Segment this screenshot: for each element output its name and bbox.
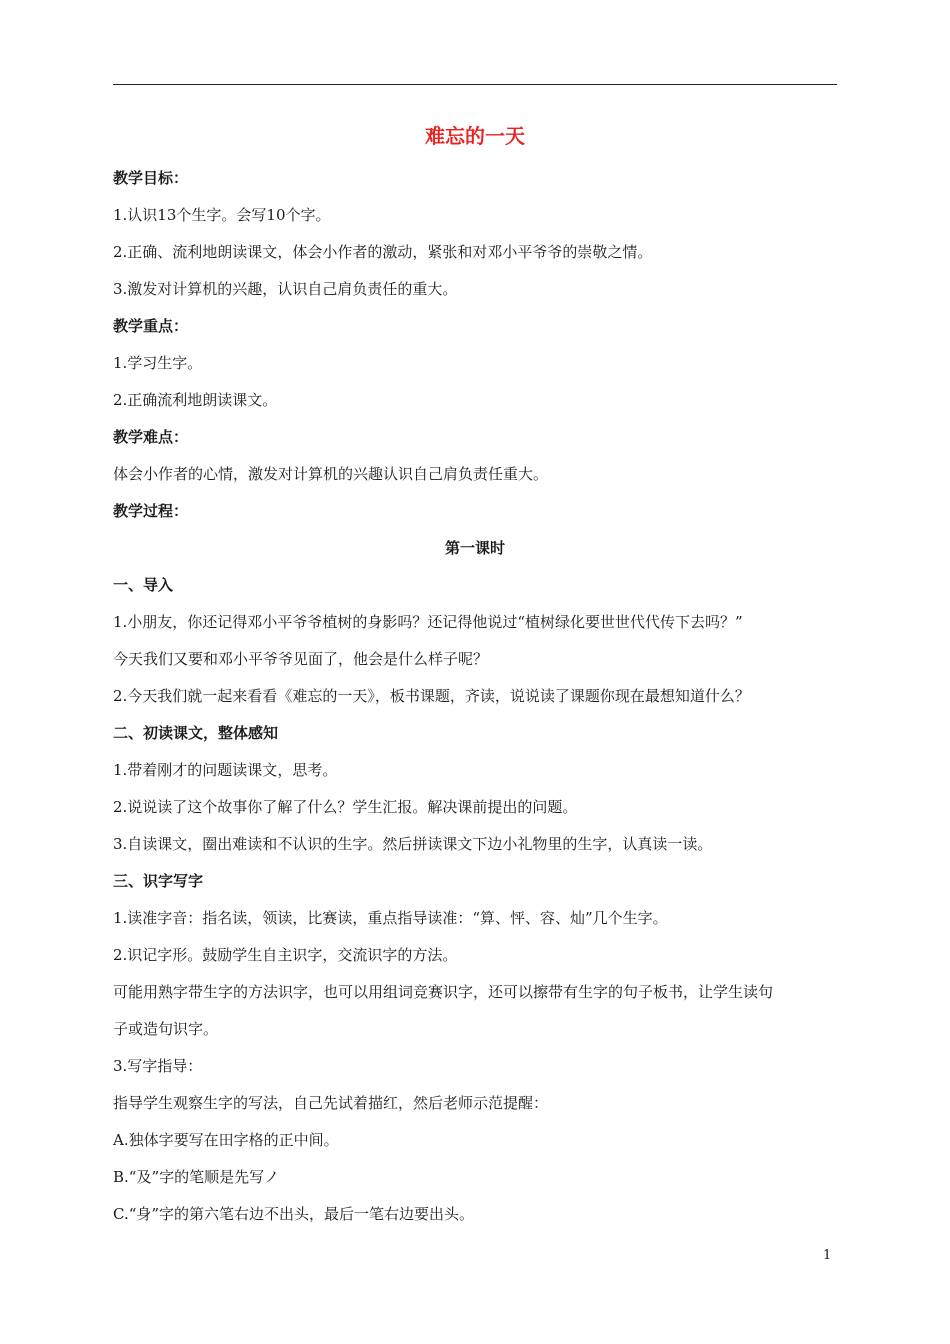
paragraph: 3.激发对计算机的兴趣，认识自己肩负责任的重大。 bbox=[113, 280, 458, 298]
paragraph: 2.说说读了这个故事你了解了什么？学生汇报。解决课前提出的问题。 bbox=[113, 798, 578, 816]
document-title: 难忘的一天 bbox=[425, 124, 525, 148]
paragraph: C.“身”字的第六笔右边不出头，最后一笔右边要出头。 bbox=[113, 1205, 475, 1223]
paragraph: 子或造句识字。 bbox=[113, 1020, 219, 1038]
paragraph: 1.读准字音：指名读，领读，比赛读，重点指导读准：“算、怦、容、灿”几个生字。 bbox=[113, 909, 668, 927]
paragraph: 3.自读课文，圈出难读和不认识的生字。然后拼读课文下边小礼物里的生字，认真读一读。 bbox=[113, 835, 713, 853]
section-heading: 教学过程： bbox=[113, 502, 189, 520]
document-body bbox=[113, 112, 837, 1233]
paragraph: 2.正确流利地朗读课文。 bbox=[113, 391, 278, 409]
paragraph: 2.识记字形。鼓励学生自主识字，交流识字的方法。 bbox=[113, 946, 458, 964]
paragraph: 可能用熟字带生字的方法识字，也可以用组词竞赛识字，还可以擦带有生字的句子板书，让学生读句 bbox=[113, 983, 774, 1001]
paragraph: 指导学生观察生字的写法，自己先试着描红，然后老师示范提醒： bbox=[113, 1094, 549, 1112]
section-heading: 教学重点： bbox=[113, 317, 189, 335]
paragraph: 2.今天我们就一起来看看《难忘的一天》，板书课题，齐读，说说读了课题你现在最想知道什么？ bbox=[113, 687, 750, 705]
section-heading: 教学难点： bbox=[113, 428, 189, 446]
section-heading: 三、识字写字 bbox=[113, 872, 204, 890]
header-rule bbox=[113, 84, 837, 85]
paragraph: A.独体字要写在田字格的正中间。 bbox=[113, 1131, 339, 1149]
paragraph: B.“及”字的笔顺是先写ノ bbox=[113, 1168, 280, 1186]
lesson-heading: 第一课时 bbox=[444, 539, 505, 557]
paragraph: 1.带着刚才的问题读课文，思考。 bbox=[113, 761, 338, 779]
section-heading: 一、导入 bbox=[113, 576, 174, 594]
section-heading: 二、初读课文，整体感知 bbox=[113, 724, 279, 742]
page-number: 1 bbox=[823, 1248, 832, 1263]
paragraph: 1.认识13个生字。会写10个字。 bbox=[113, 206, 331, 224]
paragraph: 3.写字指导： bbox=[113, 1057, 203, 1075]
section-heading: 教学目标： bbox=[113, 169, 189, 187]
paragraph: 2.正确、流利地朗读课文，体会小作者的激动，紧张和对邓小平爷爷的崇敬之情。 bbox=[113, 243, 653, 261]
paragraph: 体会小作者的心情，激发对计算机的兴趣认识自己肩负责任重大。 bbox=[113, 465, 549, 483]
paragraph: 1.学习生字。 bbox=[113, 354, 203, 372]
paragraph: 今天我们又要和邓小平爷爷见面了，他会是什么样子呢？ bbox=[113, 650, 489, 668]
paragraph: 1.小朋友，你还记得邓小平爷爷植树的身影吗？还记得他说过“植树绿化要世世代代传下去吗？” bbox=[113, 613, 743, 631]
document-blocks bbox=[113, 160, 837, 1233]
